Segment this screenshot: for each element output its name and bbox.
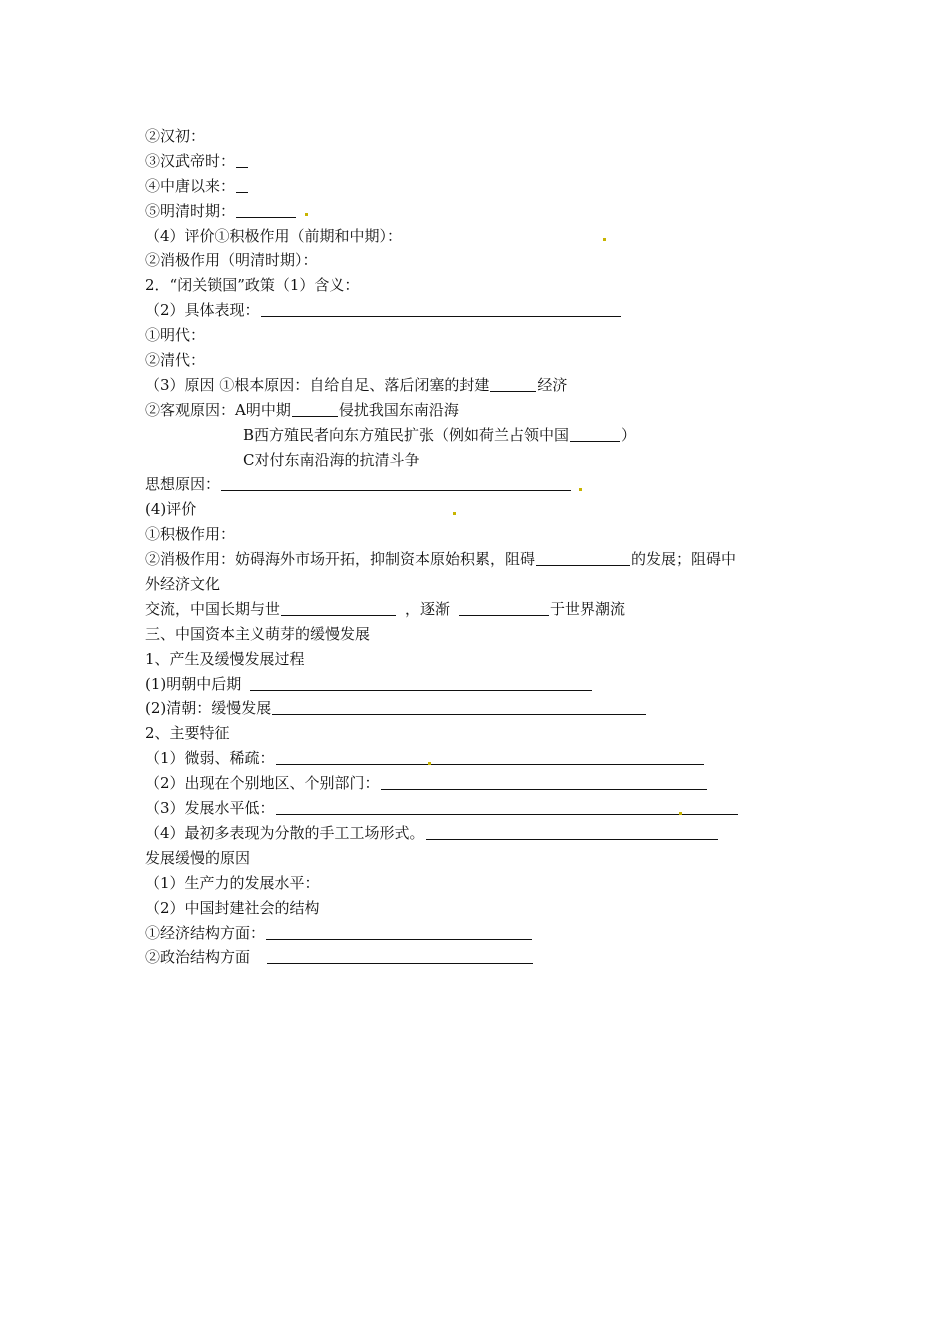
line-28: （3）发展水平低： (145, 796, 825, 821)
fill-blank[interactable] (292, 400, 338, 417)
fill-blank[interactable] (281, 599, 396, 616)
line-1: ②汉初： (145, 127, 206, 145)
line-17: ①积极作用： (145, 525, 236, 544)
line-34: ②政治结构方面 (145, 945, 825, 970)
line-4: ⑤明清时期： (145, 199, 825, 224)
fill-blank[interactable] (266, 923, 532, 940)
line-26: （1）微弱、稀疏： (145, 746, 825, 771)
speck (679, 812, 682, 815)
speck (428, 762, 431, 765)
line-18: ②消极作用：妨碍海外市场开拓，抑制资本原始积累，阻碍 的发展；阻碍中 (145, 550, 737, 569)
line-32: （2）中国封建社会的结构 (145, 898, 320, 917)
speck (453, 512, 456, 515)
line-20: 交流，中国长期与世 ，逐渐 于世界潮流 (145, 599, 626, 618)
fill-blank[interactable] (272, 698, 646, 715)
line-10: ②清代： (145, 351, 206, 370)
line-27: （2）出现在个别地区、个别部门： (145, 771, 825, 796)
fill-blank[interactable] (459, 599, 549, 616)
line-16: (4)评价 (145, 500, 197, 519)
fill-blank[interactable] (267, 947, 533, 964)
fill-blank[interactable] (570, 425, 620, 442)
line-21: 三、中国资本主义萌芽的缓慢发展 (145, 624, 371, 643)
fill-blank[interactable] (490, 375, 536, 392)
fill-blank[interactable] (381, 773, 707, 790)
line-31: （1）生产力的发展水平： (145, 873, 320, 892)
line-8: （2）具体表现： (145, 298, 825, 323)
fill-blank[interactable] (276, 798, 738, 815)
line-24: (2)清朝：缓慢发展 (145, 696, 825, 721)
line-25: 2、主要特征 (145, 724, 230, 743)
fill-blank[interactable] (276, 748, 704, 765)
line-23: (1)明朝中后期 (145, 672, 825, 697)
line-9: ①明代： (145, 326, 206, 345)
line-5: （4）评价①积极作用（前期和中期）： (145, 226, 403, 245)
fill-blank[interactable] (236, 176, 248, 193)
fill-blank[interactable] (536, 549, 630, 566)
speck (603, 238, 606, 241)
line-19: 外经济文化 (145, 575, 221, 594)
fill-blank[interactable] (426, 823, 718, 840)
line-3: ④中唐以来： (145, 174, 825, 199)
fill-blank[interactable] (236, 151, 248, 168)
line-11: （3）原因 ①根本原因：自给自足、落后闭塞的封建 经济 (145, 375, 568, 394)
line-6: ②消极作用（明清时期）： (145, 251, 318, 270)
worksheet (145, 124, 825, 970)
fill-blank[interactable] (221, 474, 571, 491)
fill-blank[interactable] (236, 201, 296, 218)
line-29: （4）最初多表现为分散的手工工场形式。 (145, 821, 825, 846)
line-12: ②客观原因：A明中期 侵扰我国东南沿海 (145, 400, 459, 419)
fill-blank[interactable] (261, 300, 621, 317)
line-7: 2．“闭关锁国”政策（1）含义： (145, 276, 360, 295)
line-30: 发展缓慢的原因 (145, 848, 251, 867)
fill-blank[interactable] (250, 674, 592, 691)
speck (305, 213, 308, 216)
line-14: C对付东南沿海的抗清斗争 (243, 450, 420, 469)
line-13: B西方殖民者向东方殖民扩张（例如荷兰占领中国 ） (243, 425, 637, 444)
speck (579, 488, 582, 491)
line-2: ③汉武帝时： (145, 149, 825, 174)
line-33: ①经济结构方面： (145, 921, 825, 946)
line-15: 思想原因： (145, 472, 825, 497)
line-22: 1、产生及缓慢发展过程 (145, 649, 305, 668)
